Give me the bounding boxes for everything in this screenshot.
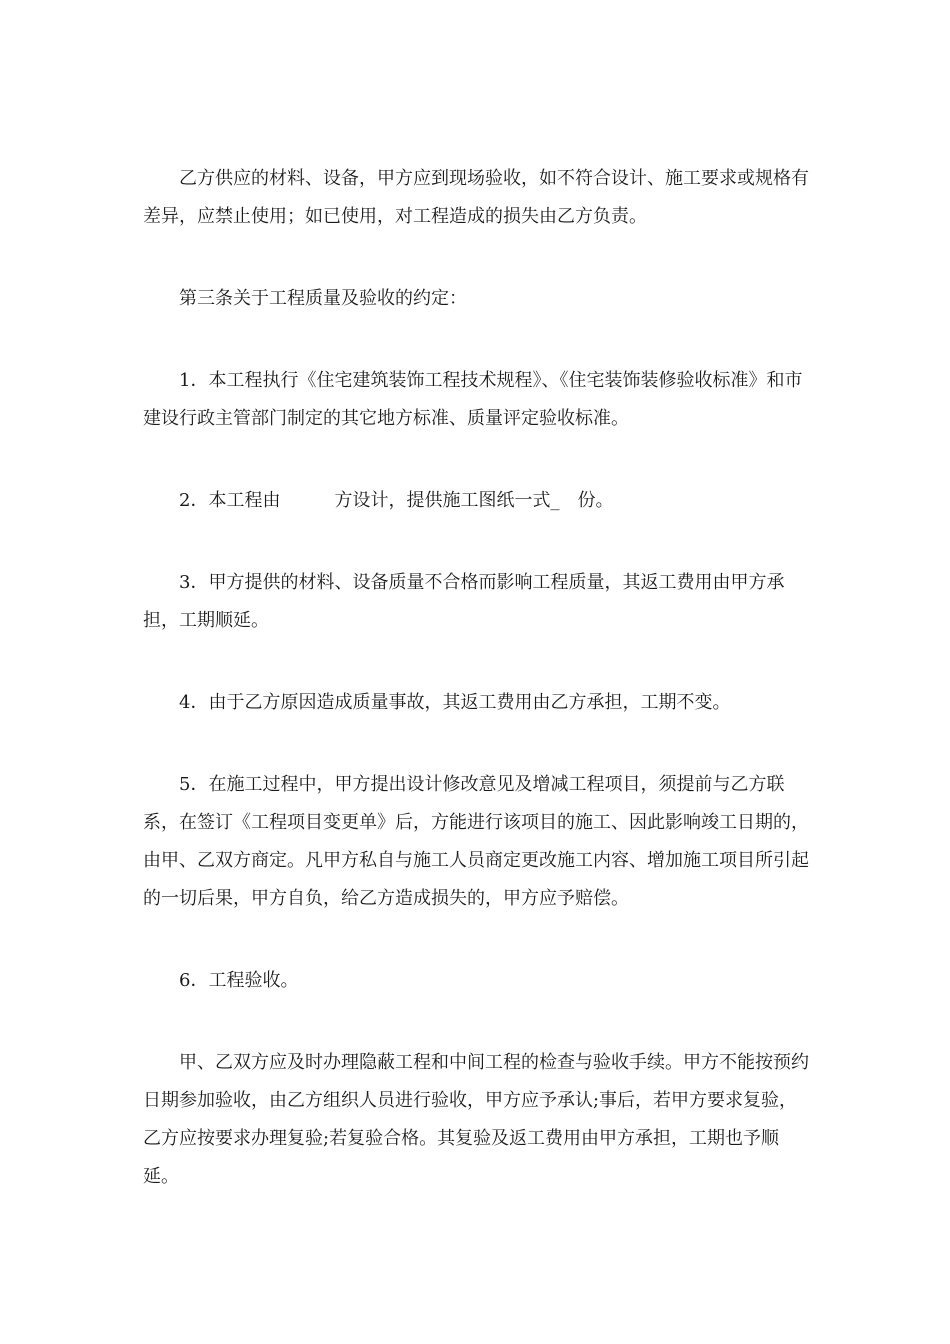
paragraph-material-acceptance: 乙方供应的材料、设备，甲方应到现场验收，如不符合设计、施工要求或规格有差异，应禁止使用；如已使用，对工程造成的损失由乙方负责。	[143, 168, 809, 227]
clause-6: 6．工程验收。	[179, 970, 299, 991]
paragraph-gap	[143, 438, 811, 482]
clause-2: 2．本工程由 方设计，提供施工图纸一式_ 份。	[179, 490, 614, 511]
clause-4: 4．由于乙方原因造成质量事故，其返工费用由乙方承担，工期不变。	[179, 692, 731, 713]
paragraph-gap	[143, 918, 811, 962]
section-heading-article-3: 第三条关于工程质量及验收的约定：	[179, 288, 467, 309]
clause-1: 1．本工程执行《住宅建筑装饰工程技术规程》、《住宅装饰装修验收标准》和市建设行政主管部门制定的其它地方标准、质量评定验收标准。	[143, 370, 803, 429]
paragraph-gap	[143, 236, 811, 280]
paragraph-acceptance-procedure: 甲、乙双方应及时办理隐蔽工程和中间工程的检查与验收手续。甲方不能按预约日期参加验收，由乙方组织人员进行验收，甲方应予承认;事后，若甲方要求复验，乙方应按要求办理复验;若复验合格。其复验及返工费用由甲方承担，工期也予顺延。	[143, 1052, 809, 1187]
clause-5: 5．在施工过程中，甲方提出设计修改意见及增减工程项目，须提前与乙方联系，在签订《工程项目变更单》后，方能进行该项目的施工、因此影响竣工日期的，由甲、乙双方商定。凡甲方私自与施工人员商定更改施工内容、增加施工项目所引起的一切后果，甲方自负，给乙方造成损失的，甲方应予赔偿。	[143, 774, 809, 909]
clause-3: 3．甲方提供的材料、设备质量不合格而影响工程质量，其返工费用由甲方承担，工期顺延。	[143, 572, 785, 631]
paragraph-gap	[143, 318, 811, 362]
paragraph-gap	[143, 520, 811, 564]
paragraph-gap	[143, 1000, 811, 1044]
paragraph-gap	[143, 722, 811, 766]
paragraph-gap	[143, 640, 811, 684]
document-page	[143, 160, 811, 1196]
